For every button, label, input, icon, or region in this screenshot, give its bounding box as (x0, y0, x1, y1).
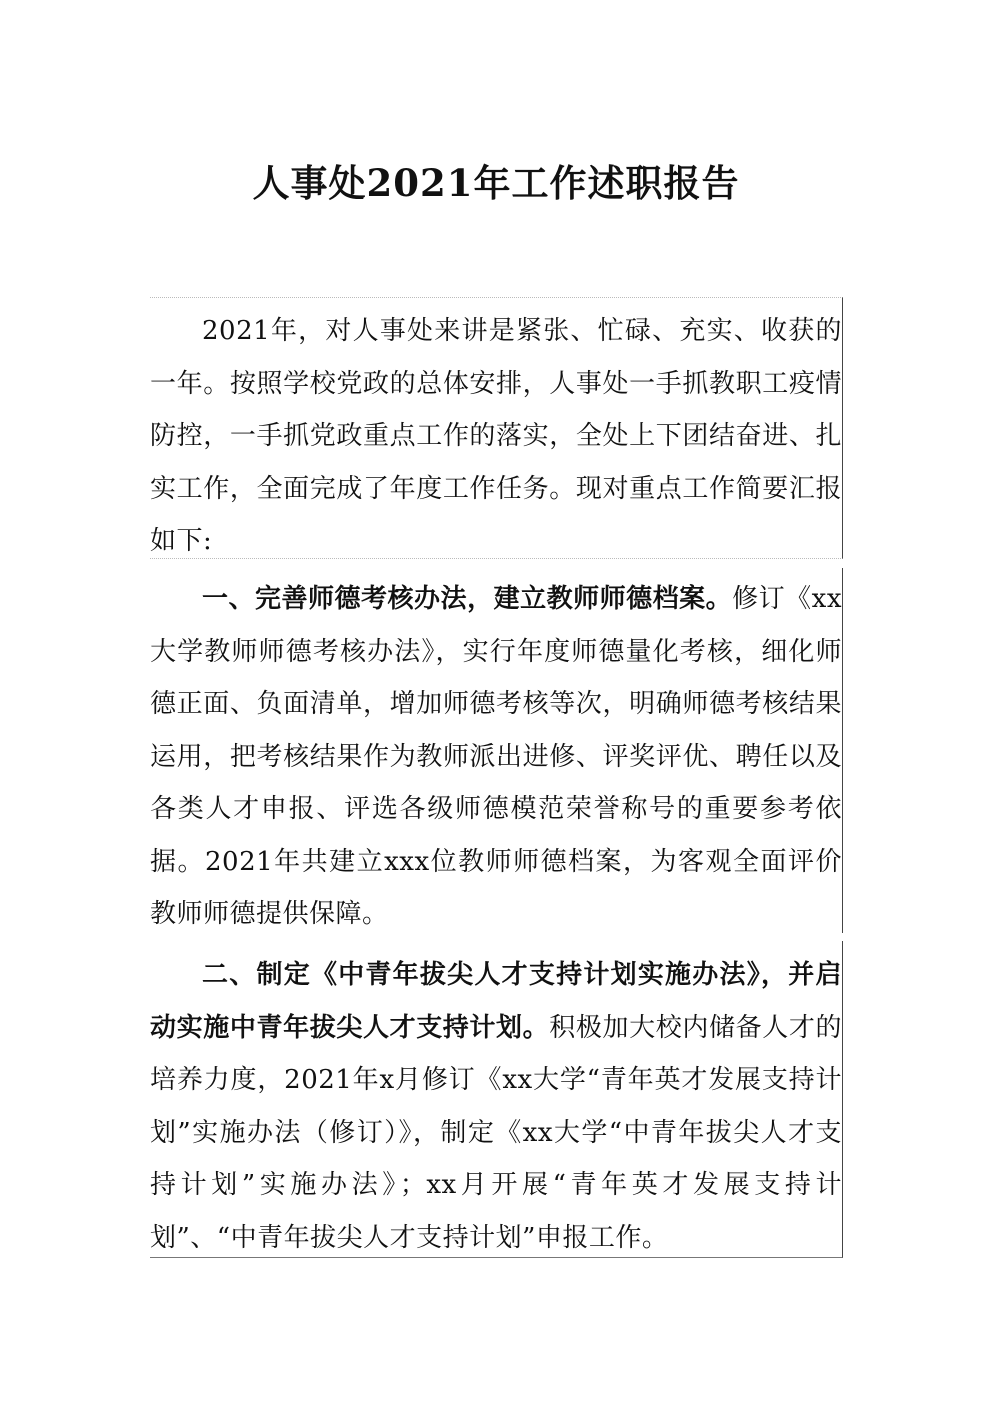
section-2 (150, 941, 843, 1258)
section-2-body: 积极加大校内储备人才的培养力度，2021年x月修订《xx大学“青年英才发展支持计划”实施办法（修订）》，制定《xx大学“中青年拔尖人才支持计划”实施办法》；xx月开展“青年英才发展支持计划”、“中青年拔尖人才支持计划”申报工作。 (150, 1012, 842, 1253)
section-1-heading: 一、完善师德考核办法，建立教师师德档案。 (202, 584, 733, 614)
intro-paragraph: 2021年，对人事处来讲是紧张、忙碌、充实、收获的一年。按照学校党政的总体安排，人事处一手抓教职工疫情防控，一手抓党政重点工作的落实，全处上下团结奋进、扎实工作，全面完成了年度工作任务。现对重点工作简要汇报如下: (150, 316, 842, 556)
section-1-paragraph (150, 568, 842, 941)
intro-section (150, 297, 843, 559)
page-title: 人事处2021年工作述职报告 (252, 161, 740, 205)
section-2-paragraph (150, 941, 842, 1264)
section-1 (150, 568, 843, 933)
section-2-heading: 二、制定《中青年拔尖人才支持计划实施办法》，并启动实施中青年拔尖人才支持计划。 (150, 960, 842, 1043)
section-1-body: 修订《xx大学教师师德考核办法》，实行年度师德量化考核，细化师德正面、负面清单，增加师德考核等次，明确师德考核结果运用，把考核结果作为教师派出进修、评奖评优、聘任以及各类人才申报、评选各级师德模范荣誉称号的重要参考依据。2021年共建立xxx位教师师德档案，为客观全面评价教师师德提供保障。 (150, 584, 842, 929)
